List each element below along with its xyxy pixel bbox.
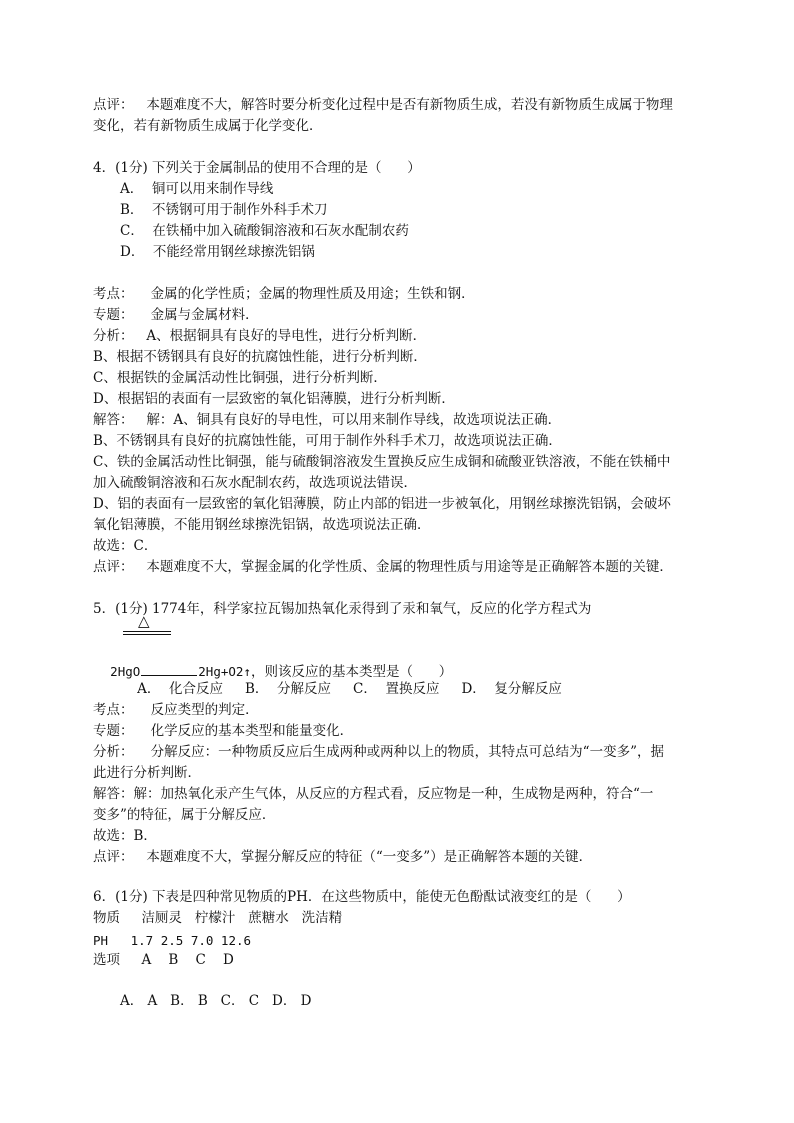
q6-table-row-ph: PH 1.7 2.5 7.0 12.6 (93, 933, 252, 948)
q4-jieda-1: 解答： 解：A、铜具有良好的导电性，可以用来制作导线，故选项说法正确． (93, 412, 562, 428)
q4-jieda-3: C、铁的金属活动性比铜强，能与硫酸铜溶液发生置换反应生成铜和硫酸亚铁溶液，不能在铁桶中 (93, 454, 671, 470)
q4-fenxi-1: 分析： A、根据铜具有良好的导电性，进行分析判断． (93, 328, 427, 344)
q5-answer: 故选：B． (93, 828, 157, 844)
q5-option-c: C． 置换反应 (353, 681, 440, 697)
q4-dianping: 点评： 本题难度不大，掌握金属的化学性质、金属的物理性质与用途等是正确解答本题的关键． (93, 559, 673, 575)
q5-kaodian: 考点： 反应类型的判定． (93, 702, 259, 718)
q4-jieda-4: 加入硫酸铜溶液和石灰水配制农药，故选项说法错误． (93, 475, 417, 491)
q5-jieda-1: 解答：解：加热氧化汞产生气体，从反应的方程式看，反应物是一种，生成物是两种，符合“一 (93, 786, 654, 802)
q5-option-d: D． 复分解反应 (461, 681, 562, 697)
q6-table-row-substance: 物质 洁厕灵 柠檬汁 蔗糖水 洗洁精 (93, 910, 343, 926)
q4-stem: 4．(1分) 下列关于金属制品的使用不合理的是（ ） (93, 160, 421, 176)
q4-fenxi-4: D、根据铝的表面有一层致密的氧化铝薄膜，进行分析判断． (93, 391, 455, 407)
q5-option-b: B． 分解反应 (245, 681, 332, 697)
q5-jieda-2: 变多”的特征，属于分解反应． (93, 807, 276, 823)
q4-jieda-5: D、铝的表面有一层致密的氧化铝薄膜，防止内部的铝进一步被氧化，用钢丝球擦洗铝锅，会破坏 (93, 496, 671, 512)
q4-kaodian: 考点： 金属的化学性质；金属的物理性质及用途；生铁和钢． (93, 286, 475, 302)
q4-zhuanti: 专题： 金属与金属材料． (93, 307, 259, 323)
equation-reactant: 2HgO (110, 664, 141, 679)
q3-comment-line2: 变化，若有新物质生成属于化学变化． (93, 118, 323, 134)
q5-fenxi-1: 分析： 分解反应：一种物质反应后生成两种或两种以上的物质，其特点可总结为“一变多”，据 (93, 744, 664, 760)
q5-option-a: A． 化合反应 (137, 681, 224, 697)
q5-fenxi-2: 此进行分析判断． (93, 765, 201, 781)
q4-option-a: A． 铜可以用来制作导线 (120, 181, 274, 197)
q4-fenxi-3: C、根据铁的金属活动性比铜强，进行分析判断． (93, 370, 387, 386)
equation-bar-bottom (123, 634, 171, 635)
q6-stem: 6．(1分) 下表是四种常见物质的PH．在这些物质中，能使无色酚酞试液变红的是（ ） (93, 889, 631, 905)
q4-option-d: D． 不能经常用钢丝球擦洗铝锅 (120, 244, 315, 260)
q4-answer: 故选：C． (93, 538, 158, 554)
q4-option-c: C． 在铁桶中加入硫酸铜溶液和石灰水配制农药 (120, 223, 409, 239)
q4-fenxi-2: B、根据不锈钢具有良好的抗腐蚀性能，进行分析判断． (93, 349, 427, 365)
q4-option-b: B． 不锈钢可用于制作外科手术刀 (120, 202, 328, 218)
q3-comment-line1: 点评： 本题难度不大，解答时要分析变化过程中是否有新物质生成，若没有新物质生成属于物理 (93, 97, 673, 113)
q6-table-row-option: 选项 A B C D (93, 952, 234, 968)
q6-options: A． A B． B C． C D． D (120, 993, 312, 1009)
q5-dianping: 点评： 本题难度不大，掌握分解反应的特征（“一变多”）是正确解答本题的关键． (93, 849, 593, 865)
equation-bar-top (123, 631, 171, 632)
q5-zhuanti: 专题： 化学反应的基本类型和能量变化． (93, 723, 354, 739)
equation-product: 2Hg+O2↑ (198, 664, 251, 679)
heat-triangle-symbol: △ (138, 612, 150, 630)
q4-jieda-2: B、不锈钢具有良好的抗腐蚀性能，可用于制作外科手术刀，故选项说法正确． (93, 433, 562, 449)
q4-jieda-6: 氧化铝薄膜，不能用钢丝球擦洗铝锅，故选项说法正确． (93, 517, 431, 533)
equation-question: ，则该反应的基本类型是（ ） (250, 664, 453, 680)
q5-stem: 5．(1分) 1774年，科学家拉瓦锡加热氧化汞得到了汞和氧气，反应的化学方程式为 (93, 601, 592, 617)
